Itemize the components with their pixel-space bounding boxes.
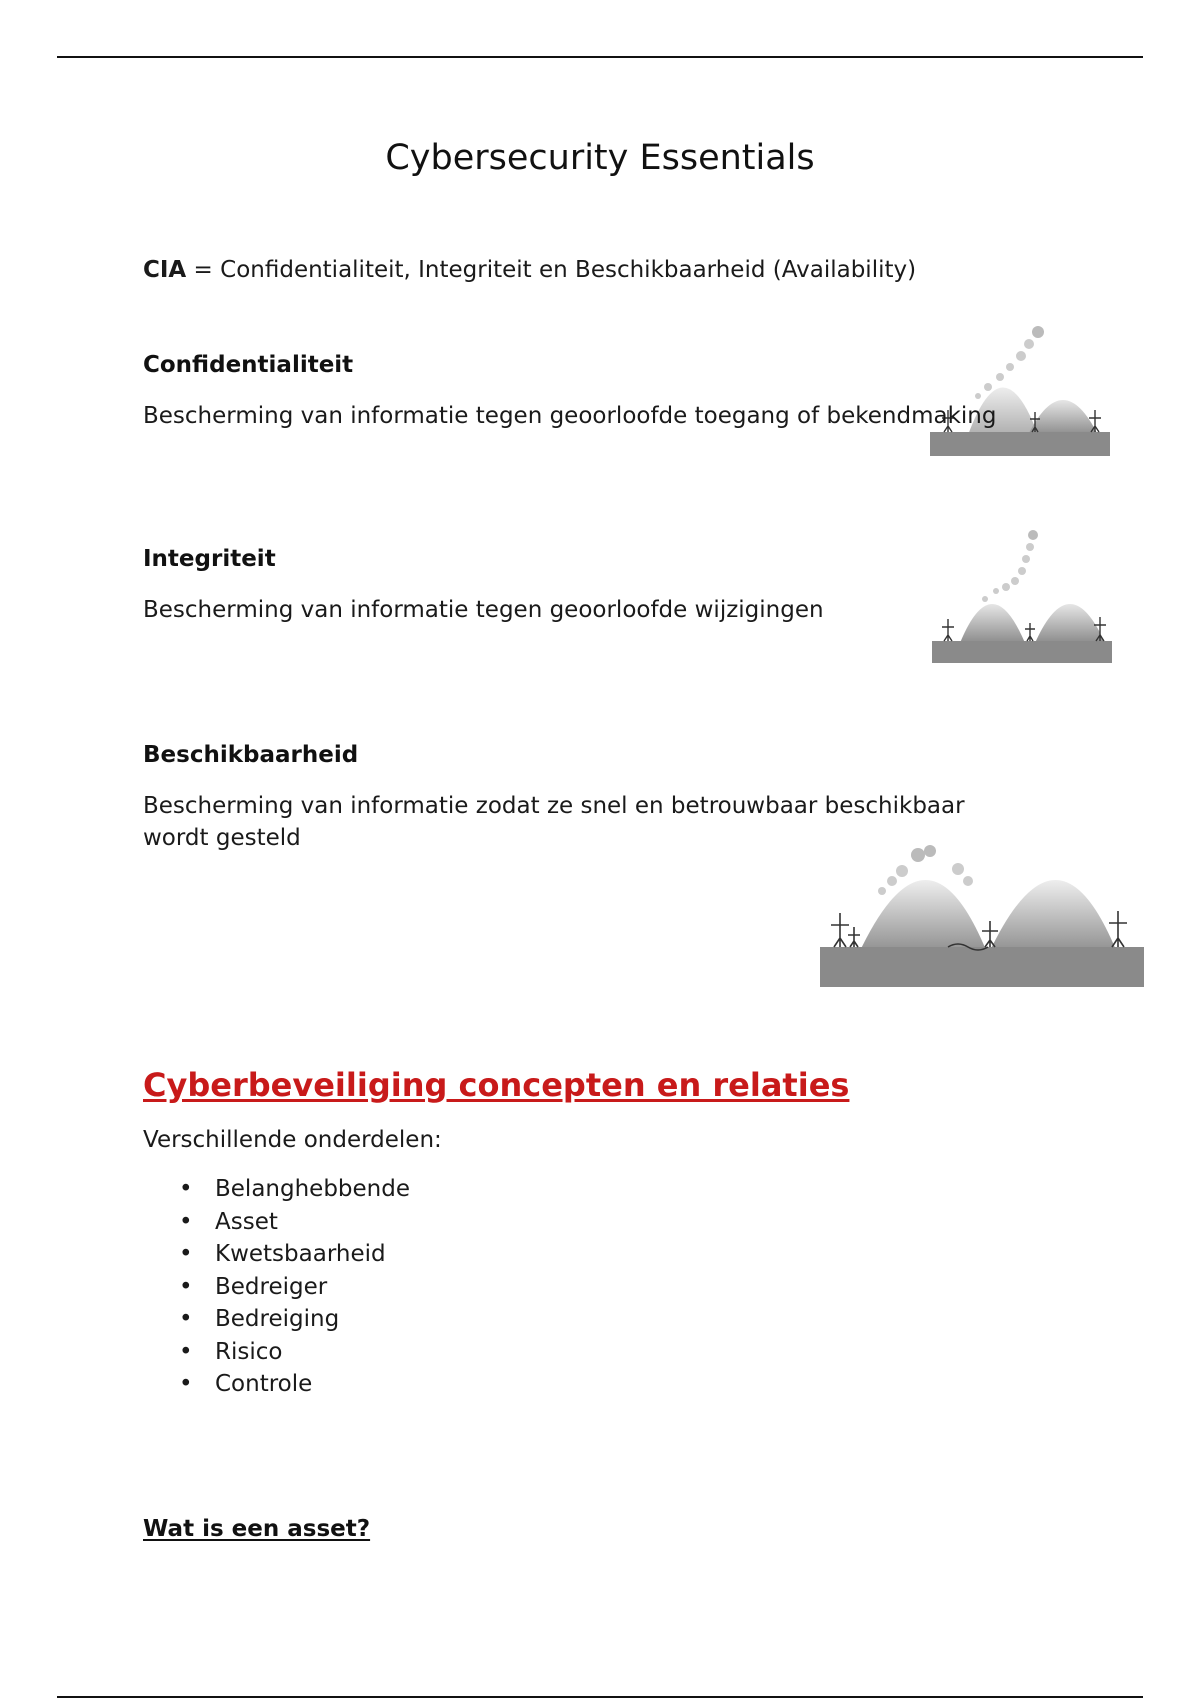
page-title: Cybersecurity Essentials xyxy=(385,138,815,178)
bullet-icon: • xyxy=(179,1273,193,1300)
list-item xyxy=(143,1173,410,1206)
asset-question-heading: Wat is een asset? xyxy=(143,1516,371,1542)
section-text-availability: Bescherming van informatie zodat ze snel en betrouwbaar beschikbaar wordt gesteld xyxy=(143,793,965,851)
section-heading-confidentiality: Confidentialiteit xyxy=(143,352,354,378)
confidentiality-illustration xyxy=(928,320,1113,460)
bullet-icon: • xyxy=(179,1338,193,1365)
cia-definition-text: = Confidentialiteit, Integriteit en Beschikbaarheid (Availability) xyxy=(186,257,917,283)
list-item-label: Kwetsbaarheid xyxy=(215,1241,386,1267)
list-item-label: Belanghebbende xyxy=(215,1176,410,1202)
top-rule xyxy=(57,56,1143,58)
list-item xyxy=(143,1271,410,1304)
list-item xyxy=(143,1336,410,1369)
concepts-intro: Verschillende onderdelen: xyxy=(143,1127,442,1153)
list-item xyxy=(143,1206,410,1239)
bullet-icon: • xyxy=(179,1176,193,1202)
list-item-label: Risico xyxy=(215,1338,283,1365)
section-text-confidentiality: Bescherming van informatie tegen geoorloofde toegang of bekendmaking xyxy=(143,403,997,429)
bullet-icon: • xyxy=(179,1241,193,1267)
list-item-label: Asset xyxy=(215,1208,278,1235)
section-text-integrity: Bescherming van informatie tegen geoorloofde wijzigingen xyxy=(143,597,824,623)
section-heading-integrity: Integriteit xyxy=(143,546,276,572)
availability-illustration xyxy=(818,825,1146,990)
list-item-label: Bedreiging xyxy=(215,1306,340,1332)
integrity-illustration xyxy=(930,525,1115,665)
bullet-icon: • xyxy=(179,1371,193,1397)
concepts-heading: Cyberbeveiliging concepten en relaties xyxy=(143,1066,850,1104)
list-item xyxy=(143,1303,410,1336)
list-item xyxy=(143,1238,410,1271)
list-item-label: Bedreiger xyxy=(215,1273,328,1300)
cia-term: CIA xyxy=(143,257,187,283)
cia-definition xyxy=(143,254,916,286)
bullet-icon: • xyxy=(179,1208,193,1235)
concepts-list xyxy=(143,1173,410,1401)
bullet-icon: • xyxy=(179,1306,193,1332)
list-item-label: Controle xyxy=(215,1371,313,1397)
list-item xyxy=(143,1368,410,1401)
section-heading-availability: Beschikbaarheid xyxy=(143,742,359,768)
bottom-rule xyxy=(57,1696,1143,1698)
